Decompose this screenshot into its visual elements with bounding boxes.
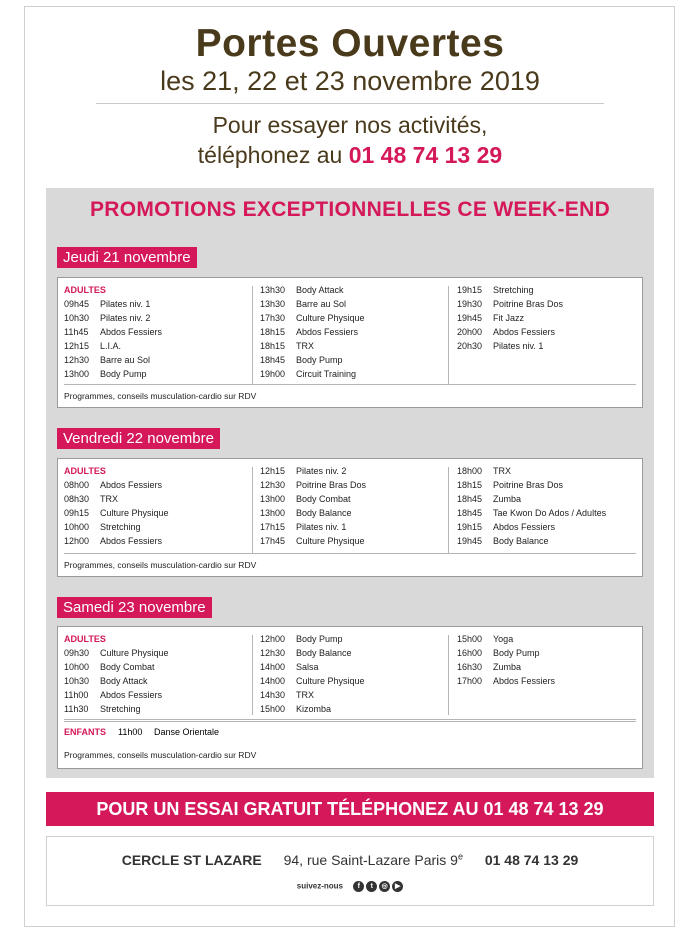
schedule-box-jeudi: [57, 277, 643, 408]
class-time: 13h00: [260, 494, 286, 504]
class-activity: Abdos Fessiers: [100, 480, 163, 490]
class-time: 10h00: [64, 662, 90, 672]
schedule-column: [457, 464, 606, 548]
class-activity: Pilates niv. 1: [296, 522, 347, 532]
class-row: [260, 492, 366, 506]
class-activity: Tae Kwon Do Ados / Adultes: [493, 508, 607, 518]
class-row: [260, 325, 365, 339]
class-row: [260, 506, 366, 520]
class-time: 12h15: [64, 341, 90, 351]
class-row: [260, 702, 365, 716]
facebook-icon[interactable]: f: [353, 881, 364, 892]
class-time: 18h45: [457, 508, 483, 518]
class-time: 10h30: [64, 676, 90, 686]
class-time: 10h30: [64, 313, 90, 323]
class-row: [457, 492, 606, 506]
class-time: 12h00: [260, 634, 286, 644]
class-time: 11h30: [64, 704, 89, 714]
class-row: [457, 660, 555, 674]
class-row: [457, 297, 563, 311]
footer: [46, 836, 654, 906]
class-time: 10h00: [64, 522, 90, 532]
class-row: [260, 660, 365, 674]
class-row: [260, 688, 365, 702]
class-row: [64, 353, 162, 367]
class-time: 12h30: [260, 648, 286, 658]
note-divider: [64, 384, 636, 385]
club-name: CERCLE ST LAZARE: [121, 851, 262, 868]
class-row: [64, 325, 162, 339]
class-row: [457, 339, 563, 353]
schedule-box-samedi: [57, 626, 643, 769]
class-row: [64, 478, 169, 492]
day-label-samedi: Samedi 23 novembre: [57, 597, 212, 618]
footer-contact-line: [47, 851, 653, 868]
class-time: 19h00: [260, 369, 286, 379]
schedule-column: [260, 283, 365, 381]
class-time: 19h45: [457, 536, 483, 546]
class-time: 20h30: [457, 341, 483, 351]
class-time: 18h45: [260, 355, 286, 365]
column-divider: [448, 467, 449, 553]
class-row: [260, 464, 366, 478]
class-time: 09h45: [64, 299, 90, 309]
class-activity: Stretching: [100, 522, 141, 532]
instagram-icon[interactable]: ◎: [379, 881, 390, 892]
class-activity: Zumba: [493, 662, 522, 672]
page-title: Portes Ouvertes: [195, 22, 505, 65]
class-time: 15h00: [260, 704, 286, 714]
class-time: 12h15: [260, 466, 286, 476]
class-time: 14h30: [260, 690, 286, 700]
class-time: 12h00: [64, 536, 90, 546]
class-row: [260, 478, 366, 492]
class-time: 17h30: [260, 313, 286, 323]
promo-title: PROMOTIONS EXCEPTIONNELLES CE WEEK-END: [89, 198, 611, 221]
day-label-jeudi: Jeudi 21 novembre: [57, 247, 197, 268]
schedule-column: [64, 283, 162, 381]
class-activity: Body Pump: [493, 648, 540, 658]
class-activity: Body Pump: [296, 634, 343, 644]
schedule-column: [260, 632, 365, 716]
class-row: [457, 325, 563, 339]
class-time: 13h30: [260, 299, 286, 309]
class-time: 19h45: [457, 313, 483, 323]
schedule-note: Programmes, conseils musculation-cardio sur RDV: [64, 560, 257, 570]
schedule-column: [457, 632, 555, 688]
enfants-divider: [64, 721, 636, 722]
class-activity: Culture Physique: [296, 676, 365, 686]
class-time: 18h15: [260, 341, 286, 351]
class-row: [64, 492, 169, 506]
class-time: 18h45: [457, 494, 483, 504]
class-row: [64, 674, 169, 688]
schedule-column: [260, 464, 366, 548]
class-row: [64, 297, 162, 311]
schedule-column: [64, 632, 169, 716]
class-activity: Pilates niv. 1: [493, 341, 544, 351]
class-row: [457, 646, 555, 660]
header-divider: [96, 103, 604, 104]
class-activity: TRX: [296, 341, 314, 351]
class-row: [260, 297, 365, 311]
class-row: [260, 674, 365, 688]
call-line-prefix: téléphonez au: [197, 142, 343, 168]
class-time: 19h30: [457, 299, 483, 309]
class-activity: Danse Orientale: [154, 727, 220, 737]
class-row: [64, 311, 162, 325]
class-row: [260, 339, 365, 353]
class-time: 19h15: [457, 522, 483, 532]
class-row: [64, 646, 169, 660]
class-time: 16h30: [457, 662, 483, 672]
class-activity: Stretching: [493, 285, 534, 295]
class-activity: Abdos Fessiers: [100, 536, 163, 546]
class-time: 12h30: [260, 480, 286, 490]
class-row: [260, 632, 365, 646]
day-label-vendredi: Vendredi 22 novembre: [57, 428, 220, 449]
class-time: 08h00: [64, 480, 90, 490]
follow-label: suivez-nous: [296, 881, 343, 891]
class-row: [457, 311, 563, 325]
class-row: [457, 506, 606, 520]
column-divider: [252, 635, 253, 715]
note-divider: [64, 553, 636, 554]
invite-line: Pour essayer nos activités,: [212, 112, 488, 138]
column-divider: [448, 286, 449, 384]
social-links: [47, 881, 653, 892]
class-row: [64, 534, 169, 548]
class-time: 17h45: [260, 536, 286, 546]
footer-phone[interactable]: 01 48 74 13 29: [484, 851, 579, 868]
class-time: 13h30: [260, 285, 286, 295]
class-activity: Abdos Fessiers: [100, 690, 163, 700]
class-activity: Body Combat: [296, 494, 351, 504]
class-row: [457, 520, 606, 534]
class-activity: Body Balance: [296, 648, 352, 658]
class-row: [64, 506, 169, 520]
class-row: [457, 632, 555, 646]
class-time: 14h00: [260, 676, 286, 686]
class-activity: Zumba: [493, 494, 522, 504]
class-activity: Culture Physique: [296, 536, 365, 546]
class-activity: Abdos Fessiers: [296, 327, 359, 337]
class-activity: Culture Physique: [100, 508, 169, 518]
class-row: [64, 339, 162, 353]
class-row: [64, 688, 169, 702]
class-row: [457, 534, 606, 548]
class-row: [64, 520, 169, 534]
class-activity: Stretching: [100, 704, 141, 714]
class-time: 13h00: [260, 508, 286, 518]
column-divider: [252, 286, 253, 384]
class-activity: Body Balance: [296, 508, 352, 518]
youtube-icon[interactable]: ▶: [392, 881, 403, 892]
schedule-note: Programmes, conseils musculation-cardio sur RDV: [64, 750, 257, 760]
class-activity: Culture Physique: [100, 648, 169, 658]
class-activity: Yoga: [493, 634, 514, 644]
class-activity: Body Pump: [100, 369, 147, 379]
class-activity: Abdos Fessiers: [493, 522, 556, 532]
class-time: 11h00: [64, 690, 89, 700]
class-activity: Pilates niv. 2: [296, 466, 347, 476]
class-time: 18h15: [457, 480, 483, 490]
club-address: 94, rue Saint-Lazare Paris 9e: [283, 851, 463, 868]
class-activity: Abdos Fessiers: [100, 327, 163, 337]
class-time: 13h00: [64, 369, 90, 379]
class-activity: Poitrine Bras Dos: [296, 480, 367, 490]
column-divider: [448, 635, 449, 715]
class-time: 11h00: [118, 727, 143, 737]
class-row: [260, 367, 365, 381]
class-row: [64, 660, 169, 674]
class-activity: Abdos Fessiers: [493, 676, 556, 686]
class-activity: Barre au Sol: [100, 355, 151, 365]
cta-banner[interactable]: POUR UN ESSAI GRATUIT TÉLÉPHONEZ AU 01 48 74 13 29: [46, 792, 654, 826]
class-activity: Poitrine Bras Dos: [493, 299, 564, 309]
class-row: [64, 367, 162, 381]
class-row: [260, 283, 365, 297]
class-row: [260, 520, 366, 534]
class-time: 08h30: [64, 494, 90, 504]
class-activity: Body Attack: [100, 676, 148, 686]
class-time: 18h15: [260, 327, 286, 337]
schedule-column: [457, 283, 563, 353]
class-activity: Barre au Sol: [296, 299, 347, 309]
class-activity: TRX: [296, 690, 314, 700]
class-time: 14h00: [260, 662, 286, 672]
class-time: 09h30: [64, 648, 90, 658]
class-activity: Fit Jazz: [493, 313, 525, 323]
class-activity: Abdos Fessiers: [493, 327, 556, 337]
class-time: 18h00: [457, 466, 483, 476]
class-time: 12h30: [64, 355, 90, 365]
class-activity: TRX: [493, 466, 511, 476]
section-label-adultes: ADULTES: [64, 634, 106, 644]
section-label-adultes: ADULTES: [64, 466, 106, 476]
class-time: 15h00: [457, 634, 483, 644]
class-time: 17h00: [457, 676, 483, 686]
class-time: 17h15: [260, 522, 286, 532]
class-activity: L.I.A.: [100, 341, 122, 351]
header-phone[interactable]: 01 48 74 13 29: [348, 142, 503, 168]
class-row: [457, 674, 555, 688]
class-time: 16h00: [457, 648, 483, 658]
class-time: 20h00: [457, 327, 483, 337]
class-activity: Body Combat: [100, 662, 155, 672]
class-activity: Body Balance: [493, 536, 549, 546]
class-activity: TRX: [100, 494, 118, 504]
class-time: 19h15: [457, 285, 483, 295]
class-row: [260, 646, 365, 660]
class-row: [457, 464, 606, 478]
class-activity: Salsa: [296, 662, 319, 672]
section-label-enfants: ENFANTS: [64, 727, 107, 737]
class-time: 11h45: [64, 327, 89, 337]
twitter-icon[interactable]: t: [366, 881, 377, 892]
schedule-column: [64, 464, 169, 548]
column-divider: [252, 467, 253, 553]
schedule-note: Programmes, conseils musculation-cardio sur RDV: [64, 391, 257, 401]
class-activity: Poitrine Bras Dos: [493, 480, 564, 490]
class-time: 09h15: [64, 508, 90, 518]
class-row: [260, 311, 365, 325]
class-row: [260, 534, 366, 548]
class-activity: Body Pump: [296, 355, 343, 365]
enfants-row: [64, 727, 219, 737]
event-dates: les 21, 22 et 23 novembre 2019: [160, 66, 540, 96]
class-activity: Culture Physique: [296, 313, 365, 323]
class-activity: Kizomba: [296, 704, 332, 714]
section-label-adultes: ADULTES: [64, 285, 106, 295]
schedule-box-vendredi: [57, 458, 643, 577]
class-activity: Circuit Training: [296, 369, 357, 379]
call-line: [0, 142, 700, 169]
class-row: [457, 478, 606, 492]
class-activity: Pilates niv. 1: [100, 299, 151, 309]
class-activity: Body Attack: [296, 285, 344, 295]
class-activity: Pilates niv. 2: [100, 313, 151, 323]
class-row: [457, 283, 563, 297]
class-row: [64, 702, 169, 716]
note-divider: [64, 719, 636, 720]
class-row: [260, 353, 365, 367]
